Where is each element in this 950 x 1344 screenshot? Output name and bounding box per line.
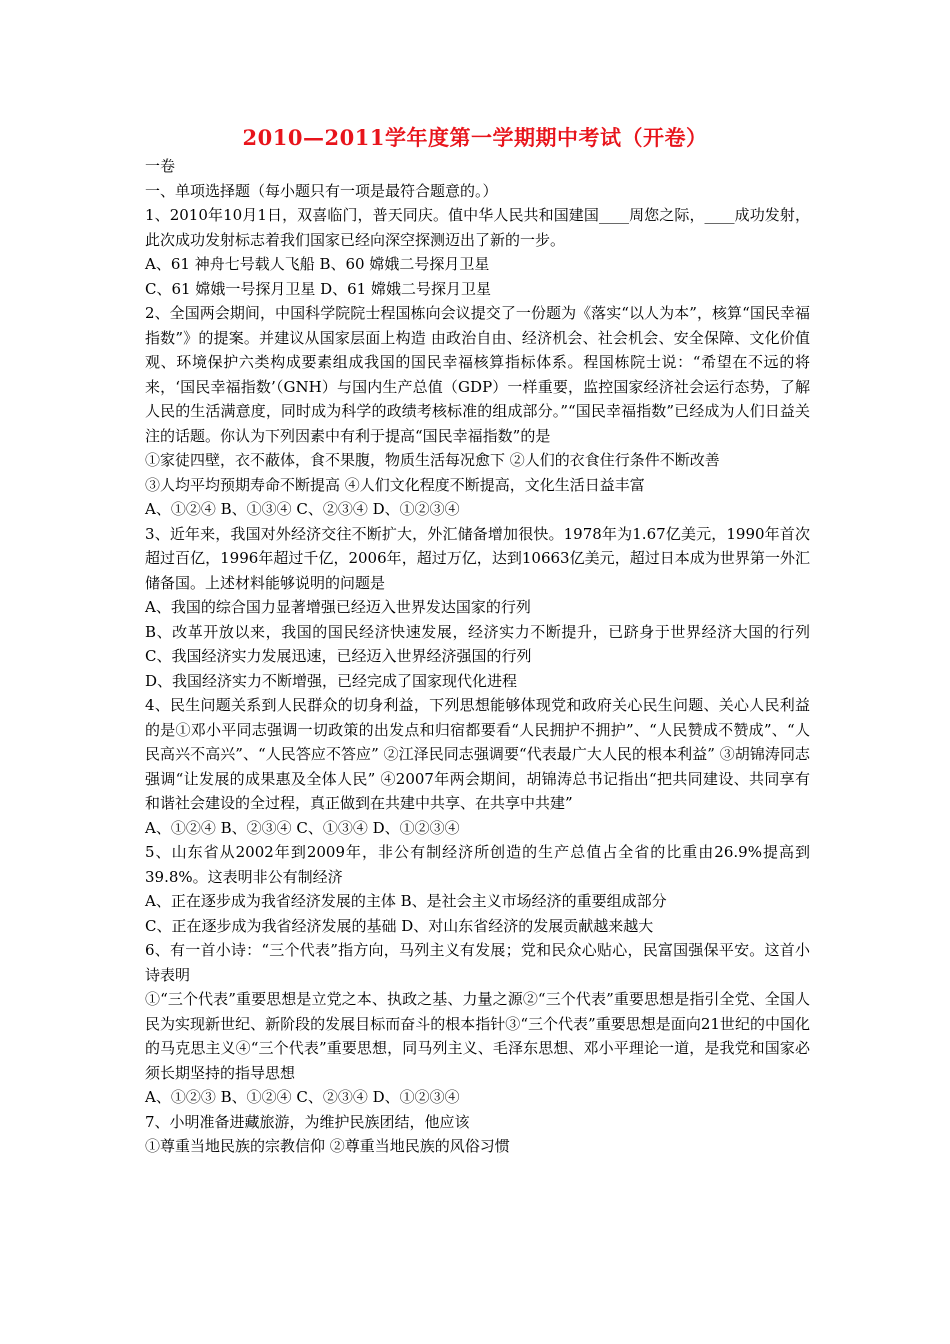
question-1-options-cd: C、61 嫦娥一号探月卫星 D、61 嫦娥二号探月卫星 bbox=[145, 279, 491, 298]
question-5-options-ab: A、正在逐步成为我省经济发展的主体 B、是社会主义市场经济的重要组成部分 bbox=[145, 892, 667, 910]
question-3: 3、近年来，我国对外经济交往不断扩大，外汇储备增加很快。1978年为1.67亿美元，1990年首次超过百亿，1996年超过千亿，2006年，超过万亿，达到10663亿美元，超过日本成为世界第一外汇储备国。上述材料能够说明的问题是 bbox=[145, 524, 810, 592]
question-1: 1、2010年10月1日，双喜临门，普天同庆。值中华人民共和国建国____周您之际，____成功发射，此次成功发射标志着我们国家已经向深空探测迈出了新的一步。 bbox=[145, 206, 810, 249]
question-2-items-34: ③人均平均预期寿命不断提高 ④人们文化程度不断提高，文化生活日益丰富 bbox=[145, 475, 645, 494]
document-title: 2010—2011学年度第一学期期中考试（开卷） bbox=[242, 125, 708, 150]
question-4-options: A、①②④ B、②③④ C、①③④ D、①②③④ bbox=[145, 818, 460, 837]
document-body bbox=[145, 154, 810, 1159]
question-6: 6、有一首小诗：“三个代表”指方向，马列主义有发展；党和民众心贴心，民富国强保平安。这首小诗表明 bbox=[145, 941, 810, 984]
question-6-options: A、①②③ B、①②④ C、②③④ D、①②③④ bbox=[145, 1088, 460, 1106]
question-2-options: A、①②④ B、①③④ C、②③④ D、①②③④ bbox=[145, 500, 460, 518]
section-label: 一卷 bbox=[145, 157, 176, 175]
question-7: 7、小明准备进藏旅游，为维护民族团结，他应该 bbox=[145, 1112, 470, 1131]
question-6-items: ①“三个代表”重要思想是立党之本、执政之基、力量之源②“三个代表”重要思想是指引全党、全国人民为实现新世纪、新阶段的发展目标而奋斗的根本指针③“三个代表”重要思想是面向21世纪的中国化的马克思主义④“三个代表”重要思想，同马列主义、毛泽东思想、邓小平理论一道，是我党和国家必须长期坚持的指导思想 bbox=[145, 990, 810, 1082]
question-5-options-cd: C、正在逐步成为我省经济发展的基础 D、对山东省经济的发展贡献越来越大 bbox=[145, 916, 654, 935]
instructions: 一、单项选择题（每小题只有一项是最符合题意的。） bbox=[145, 181, 498, 200]
question-4: 4、民生问题关系到人民群众的切身利益，下列思想能够体现党和政府关心民生问题、关心人民利益的是①邓小平同志强调一切政策的出发点和归宿都要看“人民拥护不拥护”、“人民赞成不赞成”、“人民高兴不高兴”、“人民答应不答应” ②江泽民同志强调要“代表最广大人民的根本利益” ③胡锦涛同志强调“让发展的成果惠及全体人民” ④2007年两会期间，胡锦涛总书记指出“把共同建设、共同享有和谐社会建设的全过程，真正做到在共建中共享、在共享中共建” bbox=[145, 696, 810, 812]
question-7-items: ①尊重当地民族的宗教信仰 ②尊重当地民族的风俗习惯 bbox=[145, 1137, 510, 1155]
question-3-option-a: A、我国的综合国力显著增强已经迈入世界发达国家的行列 bbox=[145, 598, 531, 616]
question-5: 5、山东省从2002年到2009年，非公有制经济所创造的生产总值占全省的比重由26.9%提高到39.8%。这表明非公有制经济 bbox=[145, 843, 810, 886]
question-2-items-12: ①家徒四壁，衣不蔽体，食不果腹，物质生活每况愈下 ②人们的衣食住行条件不断改善 bbox=[145, 451, 720, 469]
question-3-option-bc: B、改革开放以来，我国的国民经济快速发展，经济实力不断提升，已跻身于世界经济大国的行列 C、我国经济实力发展迅速，已经迈入世界经济强国的行列 bbox=[145, 622, 810, 665]
question-3-option-d: D、我国经济实力不断增强，已经完成了国家现代化进程 bbox=[145, 671, 518, 690]
question-1-options-ab: A、61 神舟七号载人飞船 B、60 嫦娥二号探月卫星 bbox=[145, 255, 490, 273]
question-2: 2、全国两会期间，中国科学院院士程国栋向会议提交了一份题为《落实“以人为本”，核算“国民幸福指数”》的提案。并建议从国家层面上构造 由政治自由、经济机会、社会机会、安全保障、文化价值观、环境保护六类构成要素组成我国的国民幸福核算指标体系。程国栋院士说：“希望在不远的将来，‘国民幸福指数’（GNH）与国内生产总值（GDP）一样重要，监控国家经济社会运行态势，了解人民的生活满意度，同时成为科学的政绩考核标准的组成部分。”“国民幸福指数”已经成为人们日益关注的话题。你认为下列因素中有利于提高“国民幸福指数”的是 bbox=[145, 304, 810, 445]
